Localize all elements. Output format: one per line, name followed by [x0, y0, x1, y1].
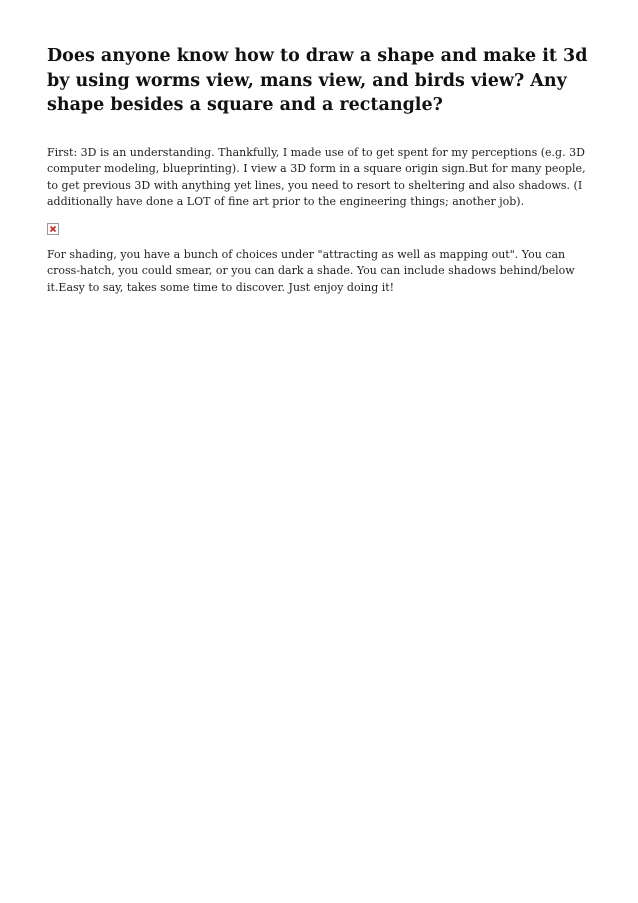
- paragraph-intro: First: 3D is an understanding. Thankfully, I made use of to get spent for my perceptions (e.g. 3D computer modeling, blueprinting). I view a 3D form in a square origin sign.But for many people, to get previous 3D with anything yet lines, you need to resort to sheltering and also shadows. (I additionally have done a LOT of fine art prior to the engineering things; another job).: [47, 145, 586, 208]
- document-title: Does anyone know how to draw a shape and make it 3d by using worms view, mans view, and birds view? Any shape besides a square and a rectangle?: [47, 46, 588, 115]
- broken-image-icon: [47, 223, 59, 235]
- document-page: [47, 44, 595, 296]
- paragraph-shading: For shading, you have a bunch of choices under "attracting as well as mapping out". You can cross-hatch, you could smear, or you can dark a shade. You can include shadows behind/below it.Easy to say, takes some time to discover. Just enjoy doing it!: [47, 247, 575, 294]
- broken-image-x-icon: [49, 225, 57, 233]
